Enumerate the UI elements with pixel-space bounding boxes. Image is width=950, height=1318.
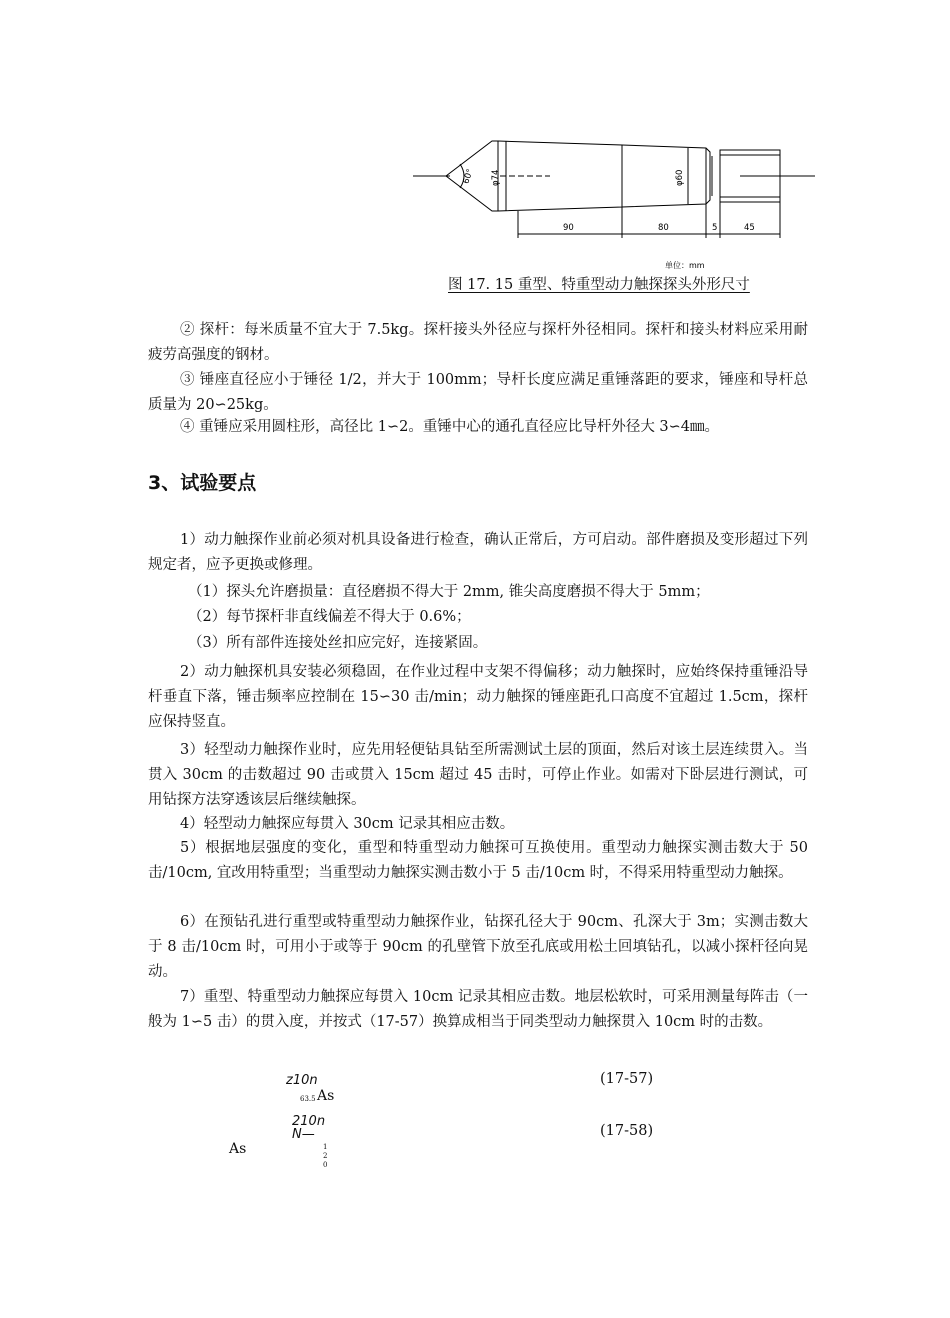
paragraph-hammer: ④ 重锤应采用圆柱形，高径比 1∽2。重锤中心的通孔直径应比导杆外径大 3∽4㎜。 xyxy=(180,419,720,435)
dim2-label: 80 xyxy=(658,223,669,233)
item-5: 5）根据地层强度的变化，重型和特重型动力触探可互换使用。重型动力触探实测击数大于 50 击/10cm, 宜改用特重型；当重型动力触探实测击数小于 5 击/10cm 时，不得采用特重型动力触探。 xyxy=(148,840,808,881)
figure-caption: 图 17. 15 重型、特重型动力触探探头外形尺寸 xyxy=(448,277,750,293)
item-4: 4）轻型动力触探应每贯入 30cm 记录其相应击数。 xyxy=(180,816,515,832)
formula1-main: As xyxy=(317,1088,335,1104)
dia2-label: φ60 xyxy=(675,169,685,186)
formula1-top: z10n xyxy=(286,1073,318,1088)
probe-collar xyxy=(622,145,710,207)
item-3: 3）轻型动力触探作业时，应先用轻便钻具钻至所需测试土层的顶面，然后对该土层连续贯入。当贯入 30cm 的击数超过 90 击或贯入 15cm 超过 45 击时，可停止作业。如需对下卧层进行测试，可用钻探方法穿透该层后继续触探。 xyxy=(148,742,808,808)
item-1: 1）动力触探作业前必须对机具设备进行检查，确认正常后，方可启动。部件磨损及变形超过下列规定者，应予更换或修理。 xyxy=(148,532,808,573)
angle-label: 60° xyxy=(461,167,476,186)
formula2-sub2: 2 xyxy=(323,1152,328,1160)
item-1-a: （1）探头允许磨损量：直径磨损不得大于 2mm, 锥尖高度磨损不得大于 5mm； xyxy=(188,584,710,600)
equation-number-1: (17-57) xyxy=(600,1071,654,1087)
item-1-b: （2）每节探杆非直线偏差不得大于 0.6%； xyxy=(188,609,471,625)
formula2-left: As xyxy=(229,1141,247,1157)
formula2-mid: N— xyxy=(292,1127,315,1142)
paragraph-rod: ② 探杆：每米质量不宜大于 7.5kg。探杆接头外径应与探杆外径相同。探杆和接头材料应采用耐疲劳高强度的钢材。 xyxy=(148,322,808,363)
formula2-top: 210n xyxy=(292,1114,326,1129)
equation-number-2: (17-58) xyxy=(600,1123,654,1139)
probe-dimension-figure xyxy=(410,128,820,278)
item-7: 7）重型、特重型动力触探应每贯入 10cm 记录其相应击数。地层松软时，可采用测量每阵击（一般为 1∽5 击）的贯入度，并按式（17-57）换算成相当于同类型动力触探贯入 10cm 时的击数。 xyxy=(148,989,808,1030)
formula2-sub3: 0 xyxy=(323,1161,328,1169)
probe-body xyxy=(498,141,622,211)
item-1-c: （3）所有部件连接处丝扣应完好，连接紧固。 xyxy=(188,635,488,651)
item-2: 2）动力触探机具安装必须稳固，在作业过程中支架不得偏移；动力触探时，应始终保持重锤沿导杆垂直下落，锤击频率应控制在 15∽30 击/min；动力触探的锤座距孔口高度不宜超过 1.5cm，探杆应保持竖直。 xyxy=(148,664,808,730)
unit-label: 单位：mm xyxy=(665,261,705,270)
formula2-sub1: 1 xyxy=(323,1143,328,1151)
item-6: 6）在预钻孔进行重型或特重型动力触探作业，钻探孔径大于 90cm、孔深大于 3m；实测击数大于 8 击/10cm 时，可用小于或等于 90cm 的孔壁管下放至孔底或用松土回填钻孔，以减小探杆径向晃动。 xyxy=(148,914,808,980)
paragraph-seat: ③ 锤座直径应小于锤径 1/2，并大于 100mm；导杆长度应满足重锤落距的要求，锤座和导杆总质量为 20∽25kg。 xyxy=(148,372,808,413)
dia1-label: φ74 xyxy=(491,169,501,186)
formula1-sub: 63.5 xyxy=(300,1095,316,1103)
dim4-label: 45 xyxy=(744,223,755,233)
section-heading: 3、试验要点 xyxy=(148,472,257,494)
dim1-label: 90 xyxy=(563,223,574,233)
dim3-label: 5 xyxy=(712,223,718,233)
